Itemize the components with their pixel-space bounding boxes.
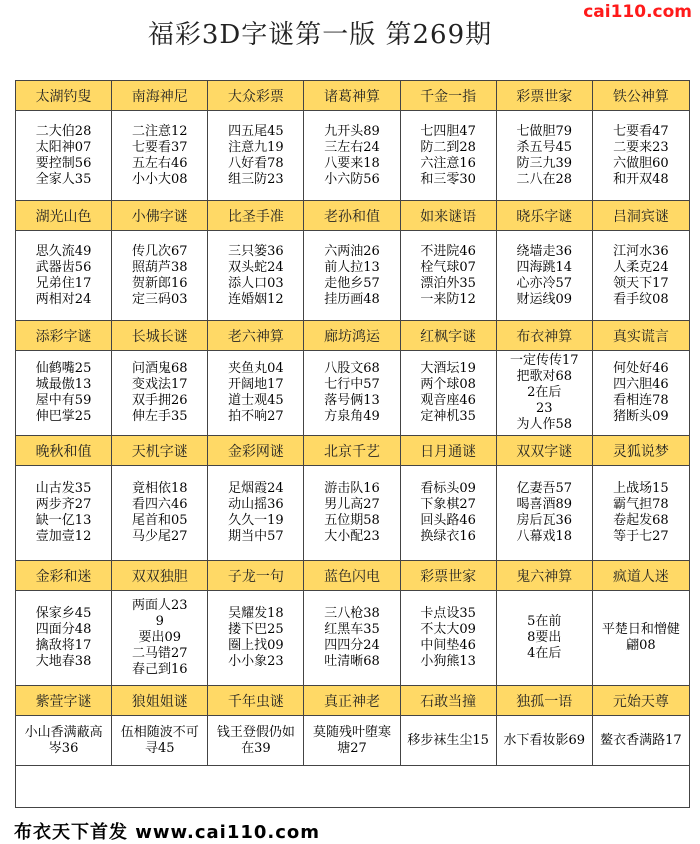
column-header: 北京千艺 bbox=[304, 436, 400, 466]
riddle-line: 漂泊外35 bbox=[420, 275, 476, 291]
riddle-line: 八股文68 bbox=[324, 361, 380, 376]
column-header: 双双独胆 bbox=[112, 561, 208, 591]
riddle-line: 换绿衣16 bbox=[420, 529, 476, 544]
riddle-cell bbox=[304, 591, 400, 686]
footer-watermark: 布衣天下首发 www.cai110.com bbox=[14, 822, 321, 843]
riddle-cell bbox=[593, 466, 689, 561]
riddle-line: 为人作58 bbox=[516, 417, 573, 432]
riddle-cell bbox=[401, 231, 497, 321]
riddle-line: 鳌衣香满路17 bbox=[600, 732, 682, 748]
column-header: 大众彩票 bbox=[208, 81, 304, 111]
riddle-line: 财运线09 bbox=[516, 291, 573, 307]
riddle-line: 小山香满蔽高 bbox=[24, 724, 103, 740]
riddle-line: 太阳神07 bbox=[35, 139, 92, 155]
riddle-line: 大酒坛19 bbox=[420, 361, 476, 376]
riddle-line: 在39 bbox=[241, 740, 271, 756]
riddle-line: 寻45 bbox=[144, 740, 175, 756]
site-watermark-top: cai110.com bbox=[583, 2, 692, 22]
riddle-cell bbox=[401, 591, 497, 686]
riddle-line: 八好看78 bbox=[228, 155, 284, 171]
riddle-line: 卡点设35 bbox=[420, 606, 476, 621]
riddle-line: 保家乡45 bbox=[35, 606, 92, 621]
riddle-line: 男儿高27 bbox=[324, 497, 380, 512]
riddle-line: 定三码03 bbox=[131, 291, 188, 307]
riddle-line: 开阔地17 bbox=[228, 377, 284, 392]
riddle-line: 霸气担78 bbox=[613, 497, 669, 512]
riddle-line: 屋中有59 bbox=[35, 393, 92, 408]
riddle-cell bbox=[304, 716, 400, 766]
column-header: 真实谎言 bbox=[593, 321, 689, 351]
riddle-cell bbox=[593, 591, 689, 686]
riddle-line: 照葫芦38 bbox=[131, 259, 188, 275]
column-header: 太湖钓叟 bbox=[16, 81, 112, 111]
riddle-line: 亿妻吾57 bbox=[516, 481, 573, 496]
riddle-line: 猪断头09 bbox=[613, 409, 669, 424]
column-header: 比圣手准 bbox=[208, 201, 304, 231]
column-header: 疯道人迷 bbox=[593, 561, 689, 591]
riddle-line: 足烟霞24 bbox=[228, 481, 284, 496]
riddle-line: 七做胆79 bbox=[516, 123, 573, 139]
riddle-cell bbox=[112, 231, 208, 321]
riddle-line: 缺一亿13 bbox=[35, 513, 92, 528]
riddle-line: 5在前 bbox=[527, 614, 562, 629]
riddle-line: 杀五号45 bbox=[516, 139, 573, 155]
riddle-cell bbox=[497, 466, 593, 561]
riddle-line: 把歌对68 bbox=[516, 369, 573, 384]
riddle-line: 尾首和05 bbox=[131, 513, 188, 528]
riddle-line: 三左右24 bbox=[324, 139, 380, 155]
riddle-line: 观音座46 bbox=[420, 393, 476, 408]
riddle-line: 看相连78 bbox=[613, 393, 669, 408]
riddle-line: 不太大09 bbox=[420, 622, 476, 637]
column-header: 日月通谜 bbox=[401, 436, 497, 466]
riddle-line: 8要出 bbox=[527, 630, 562, 645]
riddle-line: 23 bbox=[536, 401, 553, 416]
page-title: 福彩3D字谜第一版 第269期 bbox=[147, 20, 493, 50]
riddle-line: 贺新郎16 bbox=[131, 275, 188, 291]
column-header: 真正神老 bbox=[304, 686, 400, 716]
riddle-line: 前人拉13 bbox=[324, 259, 380, 275]
column-header: 狼姐姐谜 bbox=[112, 686, 208, 716]
riddle-line: 连婚姻12 bbox=[228, 291, 284, 307]
riddle-cell bbox=[497, 716, 593, 766]
riddle-line: 壹加壹12 bbox=[35, 529, 92, 544]
riddle-line: 领天下17 bbox=[613, 275, 669, 291]
riddle-line: 双手拥26 bbox=[131, 393, 188, 408]
column-header: 千金一指 bbox=[401, 81, 497, 111]
riddle-line: 4在后 bbox=[527, 646, 562, 661]
riddle-cell bbox=[208, 351, 304, 436]
riddle-line: 春己到16 bbox=[131, 662, 188, 677]
riddle-line: 伸巴掌25 bbox=[35, 409, 92, 424]
riddle-line: 期当中57 bbox=[228, 529, 284, 544]
riddle-line: 两相对24 bbox=[35, 291, 92, 307]
column-header: 双双字谜 bbox=[497, 436, 593, 466]
riddle-cell bbox=[16, 111, 112, 201]
riddle-line: 七四胆47 bbox=[420, 123, 476, 139]
column-header: 南海神尼 bbox=[112, 81, 208, 111]
riddle-line: 七要看47 bbox=[613, 123, 669, 139]
riddle-line: 城最傲13 bbox=[35, 377, 92, 392]
column-header: 长城长谜 bbox=[112, 321, 208, 351]
riddle-line: 六两油26 bbox=[324, 243, 380, 259]
riddle-line: 二注意12 bbox=[131, 123, 188, 139]
riddle-line: 卷起发68 bbox=[613, 513, 669, 528]
column-header: 红枫字谜 bbox=[401, 321, 497, 351]
riddle-line: 久久一19 bbox=[228, 513, 284, 528]
column-header: 金彩网谜 bbox=[208, 436, 304, 466]
riddle-cell bbox=[112, 466, 208, 561]
riddle-line: 变戏法17 bbox=[131, 377, 188, 392]
riddle-line: 夹鱼丸04 bbox=[228, 361, 284, 376]
riddle-line: 防三九39 bbox=[516, 155, 573, 171]
riddle-cell bbox=[112, 111, 208, 201]
column-header: 千年虫谜 bbox=[208, 686, 304, 716]
riddle-line: 三只篓36 bbox=[228, 243, 284, 259]
riddle-cell bbox=[112, 591, 208, 686]
riddle-line: 全家人35 bbox=[35, 171, 92, 187]
riddle-cell bbox=[497, 111, 593, 201]
riddle-line: 房后瓦36 bbox=[516, 513, 573, 528]
riddle-line: 两面人23 bbox=[131, 598, 188, 613]
riddle-line: 组三防23 bbox=[228, 171, 284, 187]
riddle-line: 水下看妆影69 bbox=[503, 732, 586, 748]
riddle-line: 伍相随波不可 bbox=[120, 724, 199, 740]
riddle-line: 三八枪38 bbox=[324, 606, 380, 621]
column-header: 晓乐字谜 bbox=[497, 201, 593, 231]
column-header: 湖光山色 bbox=[16, 201, 112, 231]
riddle-line: 五位期58 bbox=[324, 513, 380, 528]
riddle-line: 红黑车35 bbox=[324, 622, 380, 637]
riddle-line: 何处好46 bbox=[613, 361, 669, 376]
column-header: 诸葛神算 bbox=[304, 81, 400, 111]
riddle-cell bbox=[208, 111, 304, 201]
riddle-line: 和开双48 bbox=[613, 171, 669, 187]
riddle-cell bbox=[593, 716, 689, 766]
column-header: 天机字谜 bbox=[112, 436, 208, 466]
riddle-line: 伸左手35 bbox=[131, 409, 188, 424]
riddle-line: 吐清晰68 bbox=[324, 654, 380, 669]
riddle-line: 要控制56 bbox=[35, 155, 92, 171]
riddle-line: 大地春38 bbox=[35, 654, 92, 669]
riddle-line: 大小配23 bbox=[324, 529, 380, 544]
riddle-cell bbox=[304, 466, 400, 561]
riddle-cell bbox=[112, 351, 208, 436]
riddle-line: 绕墙走36 bbox=[516, 243, 573, 259]
riddle-line: 移步袜生尘15 bbox=[407, 732, 489, 748]
column-header: 老孙和值 bbox=[304, 201, 400, 231]
riddle-line: 动山摇36 bbox=[228, 497, 284, 512]
riddle-line: 拍不响27 bbox=[228, 409, 284, 424]
column-header: 彩票世家 bbox=[401, 561, 497, 591]
riddle-line: 二马错27 bbox=[131, 646, 188, 661]
riddle-line: 武器齿56 bbox=[35, 259, 92, 275]
column-header: 铁公神算 bbox=[593, 81, 689, 111]
riddle-line: 四面分48 bbox=[35, 622, 92, 637]
riddle-cell bbox=[304, 351, 400, 436]
riddle-line: 看四六46 bbox=[131, 497, 188, 512]
column-header: 布衣神算 bbox=[497, 321, 593, 351]
riddle-line: 钱王登假仍如 bbox=[216, 724, 295, 740]
column-header: 小佛字谜 bbox=[112, 201, 208, 231]
column-header: 彩票世家 bbox=[497, 81, 593, 111]
riddle-line: 二大伯28 bbox=[35, 123, 92, 139]
riddle-line: 心亦冷57 bbox=[516, 275, 573, 291]
riddle-line: 搂下巴25 bbox=[228, 622, 284, 637]
riddle-cell bbox=[593, 111, 689, 201]
riddle-line: 六注意16 bbox=[420, 155, 476, 171]
riddle-cell bbox=[304, 231, 400, 321]
riddle-line: 和三零30 bbox=[420, 171, 476, 187]
column-header: 吕洞宾谜 bbox=[593, 201, 689, 231]
riddle-line: 落号俩13 bbox=[324, 393, 380, 408]
riddle-line: 挂历画48 bbox=[324, 291, 380, 307]
riddle-line: 人柔克24 bbox=[613, 259, 669, 275]
column-header: 子龙一句 bbox=[208, 561, 304, 591]
riddle-line: 两步齐27 bbox=[35, 497, 92, 512]
riddle-line: 注意九19 bbox=[228, 139, 284, 155]
column-header: 如来谜语 bbox=[401, 201, 497, 231]
riddle-line: 小六防56 bbox=[324, 171, 380, 187]
riddle-cell bbox=[208, 231, 304, 321]
riddle-line: 栓气球07 bbox=[420, 259, 476, 275]
riddle-cell bbox=[16, 351, 112, 436]
column-header: 元始天尊 bbox=[593, 686, 689, 716]
riddle-cell bbox=[401, 111, 497, 201]
riddle-line: 要出09 bbox=[138, 630, 181, 645]
riddle-cell bbox=[208, 466, 304, 561]
column-header: 鬼六神算 bbox=[497, 561, 593, 591]
riddle-cell bbox=[401, 716, 497, 766]
riddle-line: 道士观45 bbox=[228, 393, 284, 408]
riddle-line: 定神机35 bbox=[420, 409, 476, 424]
riddle-line: 小狗熊13 bbox=[420, 654, 476, 669]
riddle-line: 9 bbox=[155, 614, 164, 629]
riddle-line: 江河水36 bbox=[613, 243, 669, 259]
riddle-line: 四五尾45 bbox=[228, 123, 284, 139]
column-header: 添彩字谜 bbox=[16, 321, 112, 351]
riddle-line: 圈上找09 bbox=[228, 638, 284, 653]
riddle-line: 擒敌将17 bbox=[35, 638, 92, 653]
riddle-cell bbox=[16, 466, 112, 561]
riddle-line: 防二到28 bbox=[420, 139, 476, 155]
riddle-cell bbox=[112, 716, 208, 766]
column-header: 独孤一语 bbox=[497, 686, 593, 716]
riddle-line: 小小象23 bbox=[228, 654, 284, 669]
riddle-cell bbox=[497, 591, 593, 686]
riddle-line: 添人口03 bbox=[228, 275, 284, 291]
riddle-line: 喝喜酒89 bbox=[516, 497, 573, 512]
riddle-line: 翩08 bbox=[626, 638, 656, 653]
riddle-line: 四四分24 bbox=[324, 638, 380, 653]
riddle-line: 八要来18 bbox=[324, 155, 380, 171]
riddle-line: 九开头89 bbox=[324, 123, 380, 139]
riddle-line: 平楚日和憎健 bbox=[601, 622, 680, 637]
riddle-cell bbox=[208, 716, 304, 766]
riddle-cell bbox=[497, 231, 593, 321]
riddle-line: 思久流49 bbox=[35, 243, 92, 259]
riddle-line: 二要来23 bbox=[613, 139, 669, 155]
riddle-line: 方泉角49 bbox=[324, 409, 380, 424]
riddle-line: 塘27 bbox=[337, 740, 367, 756]
riddle-line: 两个球08 bbox=[420, 377, 476, 392]
riddle-line: 上战场15 bbox=[613, 481, 669, 496]
riddle-line: 兄弟住17 bbox=[35, 275, 92, 291]
riddle-line: 莫随残叶堕寒 bbox=[312, 724, 391, 740]
riddle-line: 马少尾27 bbox=[131, 529, 188, 544]
riddle-cell bbox=[593, 231, 689, 321]
riddle-cell bbox=[401, 351, 497, 436]
riddle-line: 竟相依18 bbox=[131, 481, 188, 496]
riddle-cell bbox=[401, 466, 497, 561]
riddle-line: 游击队16 bbox=[324, 481, 380, 496]
riddle-line: 八幕戏18 bbox=[516, 529, 573, 544]
column-header: 石敢当撞 bbox=[401, 686, 497, 716]
riddle-line: 中间垫46 bbox=[420, 638, 476, 653]
riddle-line: 下象棋27 bbox=[420, 497, 476, 512]
column-header: 廊坊鸿运 bbox=[304, 321, 400, 351]
riddle-line: 小小大08 bbox=[131, 171, 188, 187]
riddle-line: 岑36 bbox=[48, 740, 79, 756]
riddle-line: 传几次67 bbox=[131, 243, 188, 259]
riddle-line: 山古发35 bbox=[35, 481, 92, 496]
column-header: 晚秋和值 bbox=[16, 436, 112, 466]
riddle-line: 走他乡57 bbox=[324, 275, 380, 291]
riddle-line: 2在后 bbox=[527, 385, 562, 400]
riddle-line: 看手纹08 bbox=[613, 291, 669, 307]
column-header: 蓝色闪电 bbox=[304, 561, 400, 591]
riddle-cell bbox=[16, 591, 112, 686]
riddle-table bbox=[15, 80, 690, 808]
riddle-line: 仙鹤嘴25 bbox=[35, 361, 92, 376]
riddle-cell bbox=[497, 351, 593, 436]
riddle-line: 双头蛇24 bbox=[228, 259, 284, 275]
riddle-line: 看标头09 bbox=[420, 481, 476, 496]
column-header: 老六神算 bbox=[208, 321, 304, 351]
riddle-line: 四海跳14 bbox=[516, 259, 573, 275]
riddle-cell bbox=[593, 351, 689, 436]
riddle-line: 问酒鬼68 bbox=[131, 361, 188, 376]
riddle-cell bbox=[304, 111, 400, 201]
riddle-line: 二八在28 bbox=[516, 171, 573, 187]
riddle-line: 七行中57 bbox=[324, 377, 380, 392]
column-header: 紫萱字谜 bbox=[16, 686, 112, 716]
riddle-line: 吴耀发18 bbox=[228, 606, 284, 621]
riddle-line: 一定传传17 bbox=[510, 353, 579, 368]
riddle-line: 四六胆46 bbox=[613, 377, 669, 392]
riddle-cell bbox=[16, 231, 112, 321]
riddle-cell bbox=[208, 591, 304, 686]
riddle-line: 回头路46 bbox=[420, 513, 476, 528]
riddle-line: 一来防12 bbox=[420, 291, 476, 307]
riddle-line: 等于七27 bbox=[613, 529, 669, 544]
column-header: 金彩和迷 bbox=[16, 561, 112, 591]
riddle-line: 五左右46 bbox=[131, 155, 188, 171]
riddle-line: 六做胆60 bbox=[613, 155, 669, 171]
riddle-line: 不进院46 bbox=[420, 243, 476, 259]
column-header: 灵狐说梦 bbox=[593, 436, 689, 466]
riddle-line: 七要看37 bbox=[131, 139, 188, 155]
riddle-cell bbox=[16, 716, 112, 766]
